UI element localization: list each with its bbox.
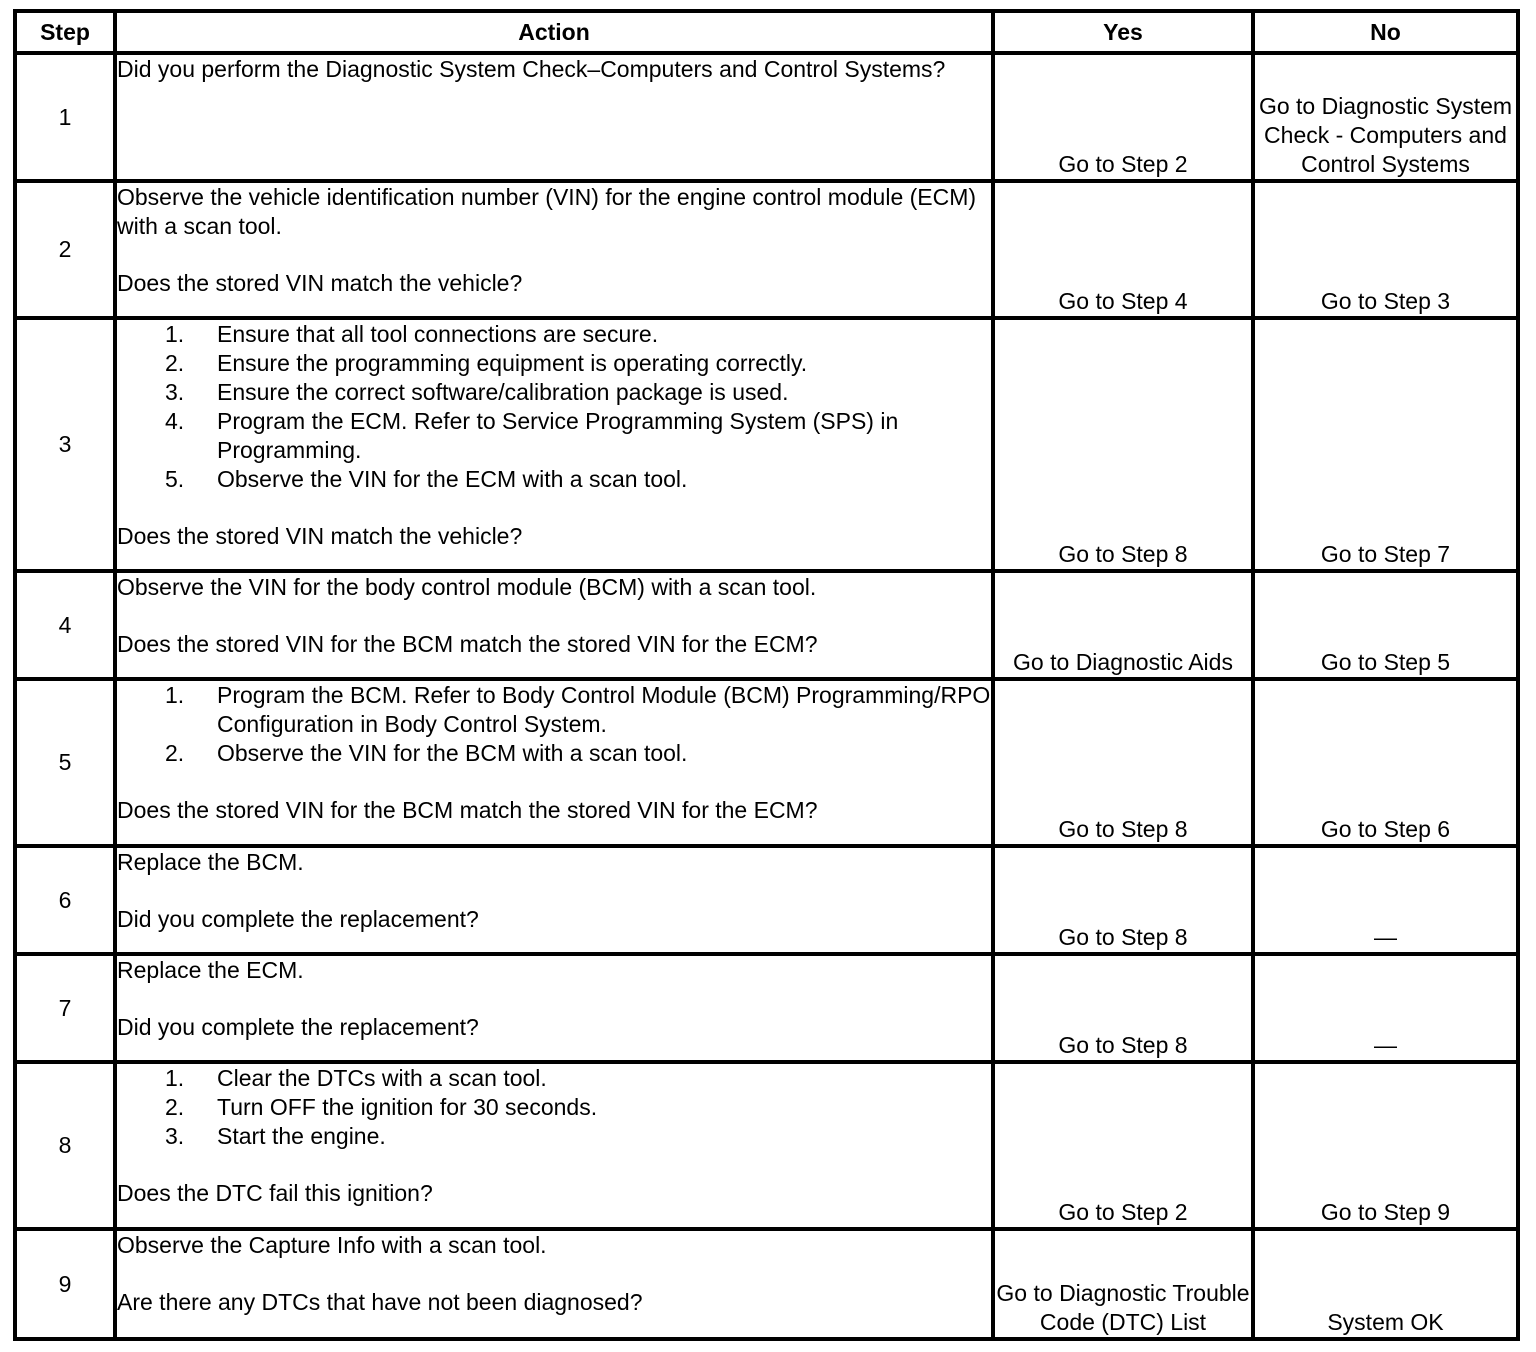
no-cell: Go to Step 3 [1253, 181, 1518, 318]
list-item-number: 5. [165, 466, 185, 492]
list-item-text: Ensure the correct software/calibration package is used. [217, 379, 789, 405]
no-cell: Go to Step 6 [1253, 679, 1518, 846]
list-item [117, 349, 991, 378]
no-cell: Go to Step 5 [1253, 571, 1518, 679]
step-number: 8 [15, 1062, 115, 1229]
yes-cell: Go to Diagnostic Trouble Code (DTC) List [993, 1229, 1253, 1339]
table-row [15, 1229, 1518, 1339]
list-item-text: Ensure the programming equipment is operating correctly. [217, 350, 808, 376]
step-number: 2 [15, 181, 115, 318]
action-question: Did you complete the replacement? [117, 906, 479, 932]
list-item-number: 3. [165, 1123, 185, 1149]
header-yes: Yes [993, 11, 1253, 53]
action-question: Does the stored VIN for the BCM match the stored VIN for the ECM? [117, 631, 818, 657]
list-item-text: Start the engine. [217, 1123, 386, 1149]
action-cell [115, 318, 993, 571]
list-item-text: Observe the VIN for the BCM with a scan tool. [217, 740, 688, 766]
list-item [117, 1064, 991, 1093]
list-item [117, 378, 991, 407]
action-cell [115, 1229, 993, 1339]
table-row [15, 571, 1518, 679]
yes-cell: Go to Step 8 [993, 954, 1253, 1062]
action-question: Are there any DTCs that have not been diagnosed? [117, 1289, 643, 1315]
header-step: Step [15, 11, 115, 53]
list-item [117, 739, 991, 768]
table-row [15, 954, 1518, 1062]
list-item [117, 407, 991, 465]
step-number: 6 [15, 846, 115, 954]
action-cell [115, 846, 993, 954]
step-number: 7 [15, 954, 115, 1062]
action-cell [115, 679, 993, 846]
list-item [117, 1093, 991, 1122]
action-question: Does the DTC fail this ignition? [117, 1180, 433, 1206]
action-text: Replace the ECM. [117, 957, 304, 983]
step-number: 4 [15, 571, 115, 679]
no-cell: — [1253, 846, 1518, 954]
action-question: Does the stored VIN match the vehicle? [117, 523, 523, 549]
step-number: 5 [15, 679, 115, 846]
action-cell [115, 954, 993, 1062]
list-item [117, 320, 991, 349]
list-item-number: 1. [165, 1065, 185, 1091]
step-number: 3 [15, 318, 115, 571]
action-cell [115, 53, 993, 181]
action-text: Did you perform the Diagnostic System Check–Computers and Control Systems? [117, 56, 946, 82]
list-item-text: Program the ECM. Refer to Service Programming System (SPS) in Programming. [217, 408, 899, 463]
list-item-number: 1. [165, 682, 185, 708]
action-steps-list [117, 320, 991, 494]
yes-cell: Go to Step 8 [993, 846, 1253, 954]
step-number: 9 [15, 1229, 115, 1339]
table-row [15, 53, 1518, 181]
yes-cell: Go to Step 8 [993, 679, 1253, 846]
table-row [15, 846, 1518, 954]
list-item-number: 2. [165, 350, 185, 376]
no-cell: — [1253, 954, 1518, 1062]
list-item [117, 465, 991, 494]
list-item-text: Turn OFF the ignition for 30 seconds. [217, 1094, 598, 1120]
no-cell: Go to Step 9 [1253, 1062, 1518, 1229]
step-number: 1 [15, 53, 115, 181]
action-question: Does the stored VIN match the vehicle? [117, 270, 523, 296]
list-item-number: 4. [165, 408, 185, 434]
list-item [117, 1122, 991, 1151]
no-cell: System OK [1253, 1229, 1518, 1339]
header-no: No [1253, 11, 1518, 53]
table-row [15, 318, 1518, 571]
action-text: Observe the vehicle identification number (VIN) for the engine control module (ECM) with a scan tool. [117, 184, 977, 239]
list-item-number: 2. [165, 1094, 185, 1120]
action-text: Replace the BCM. [117, 849, 304, 875]
list-item-number: 3. [165, 379, 185, 405]
yes-cell: Go to Step 2 [993, 1062, 1253, 1229]
list-item-text: Program the BCM. Refer to Body Control Module (BCM) Programming/RPO Configuration in Body Control System. [217, 682, 991, 737]
action-steps-list [117, 681, 991, 768]
table-row [15, 679, 1518, 846]
action-question: Does the stored VIN for the BCM match the stored VIN for the ECM? [117, 797, 818, 823]
yes-cell: Go to Diagnostic Aids [993, 571, 1253, 679]
table-row [15, 1062, 1518, 1229]
header-row [15, 11, 1518, 53]
action-cell [115, 571, 993, 679]
list-item [117, 681, 991, 739]
diagnostic-table [13, 9, 1520, 1341]
action-cell [115, 1062, 993, 1229]
action-steps-list [117, 1064, 991, 1151]
action-text: Observe the Capture Info with a scan tool. [117, 1232, 547, 1258]
no-cell: Go to Diagnostic System Check - Computers and Control Systems [1253, 53, 1518, 181]
header-action: Action [115, 11, 993, 53]
list-item-text: Clear the DTCs with a scan tool. [217, 1065, 547, 1091]
yes-cell: Go to Step 2 [993, 53, 1253, 181]
list-item-number: 1. [165, 321, 185, 347]
action-question: Did you complete the replacement? [117, 1014, 479, 1040]
list-item-number: 2. [165, 740, 185, 766]
table-row [15, 181, 1518, 318]
action-text: Observe the VIN for the body control module (BCM) with a scan tool. [117, 574, 817, 600]
list-item-text: Ensure that all tool connections are secure. [217, 321, 659, 347]
no-cell: Go to Step 7 [1253, 318, 1518, 571]
action-cell [115, 181, 993, 318]
list-item-text: Observe the VIN for the ECM with a scan tool. [217, 466, 688, 492]
yes-cell: Go to Step 8 [993, 318, 1253, 571]
yes-cell: Go to Step 4 [993, 181, 1253, 318]
